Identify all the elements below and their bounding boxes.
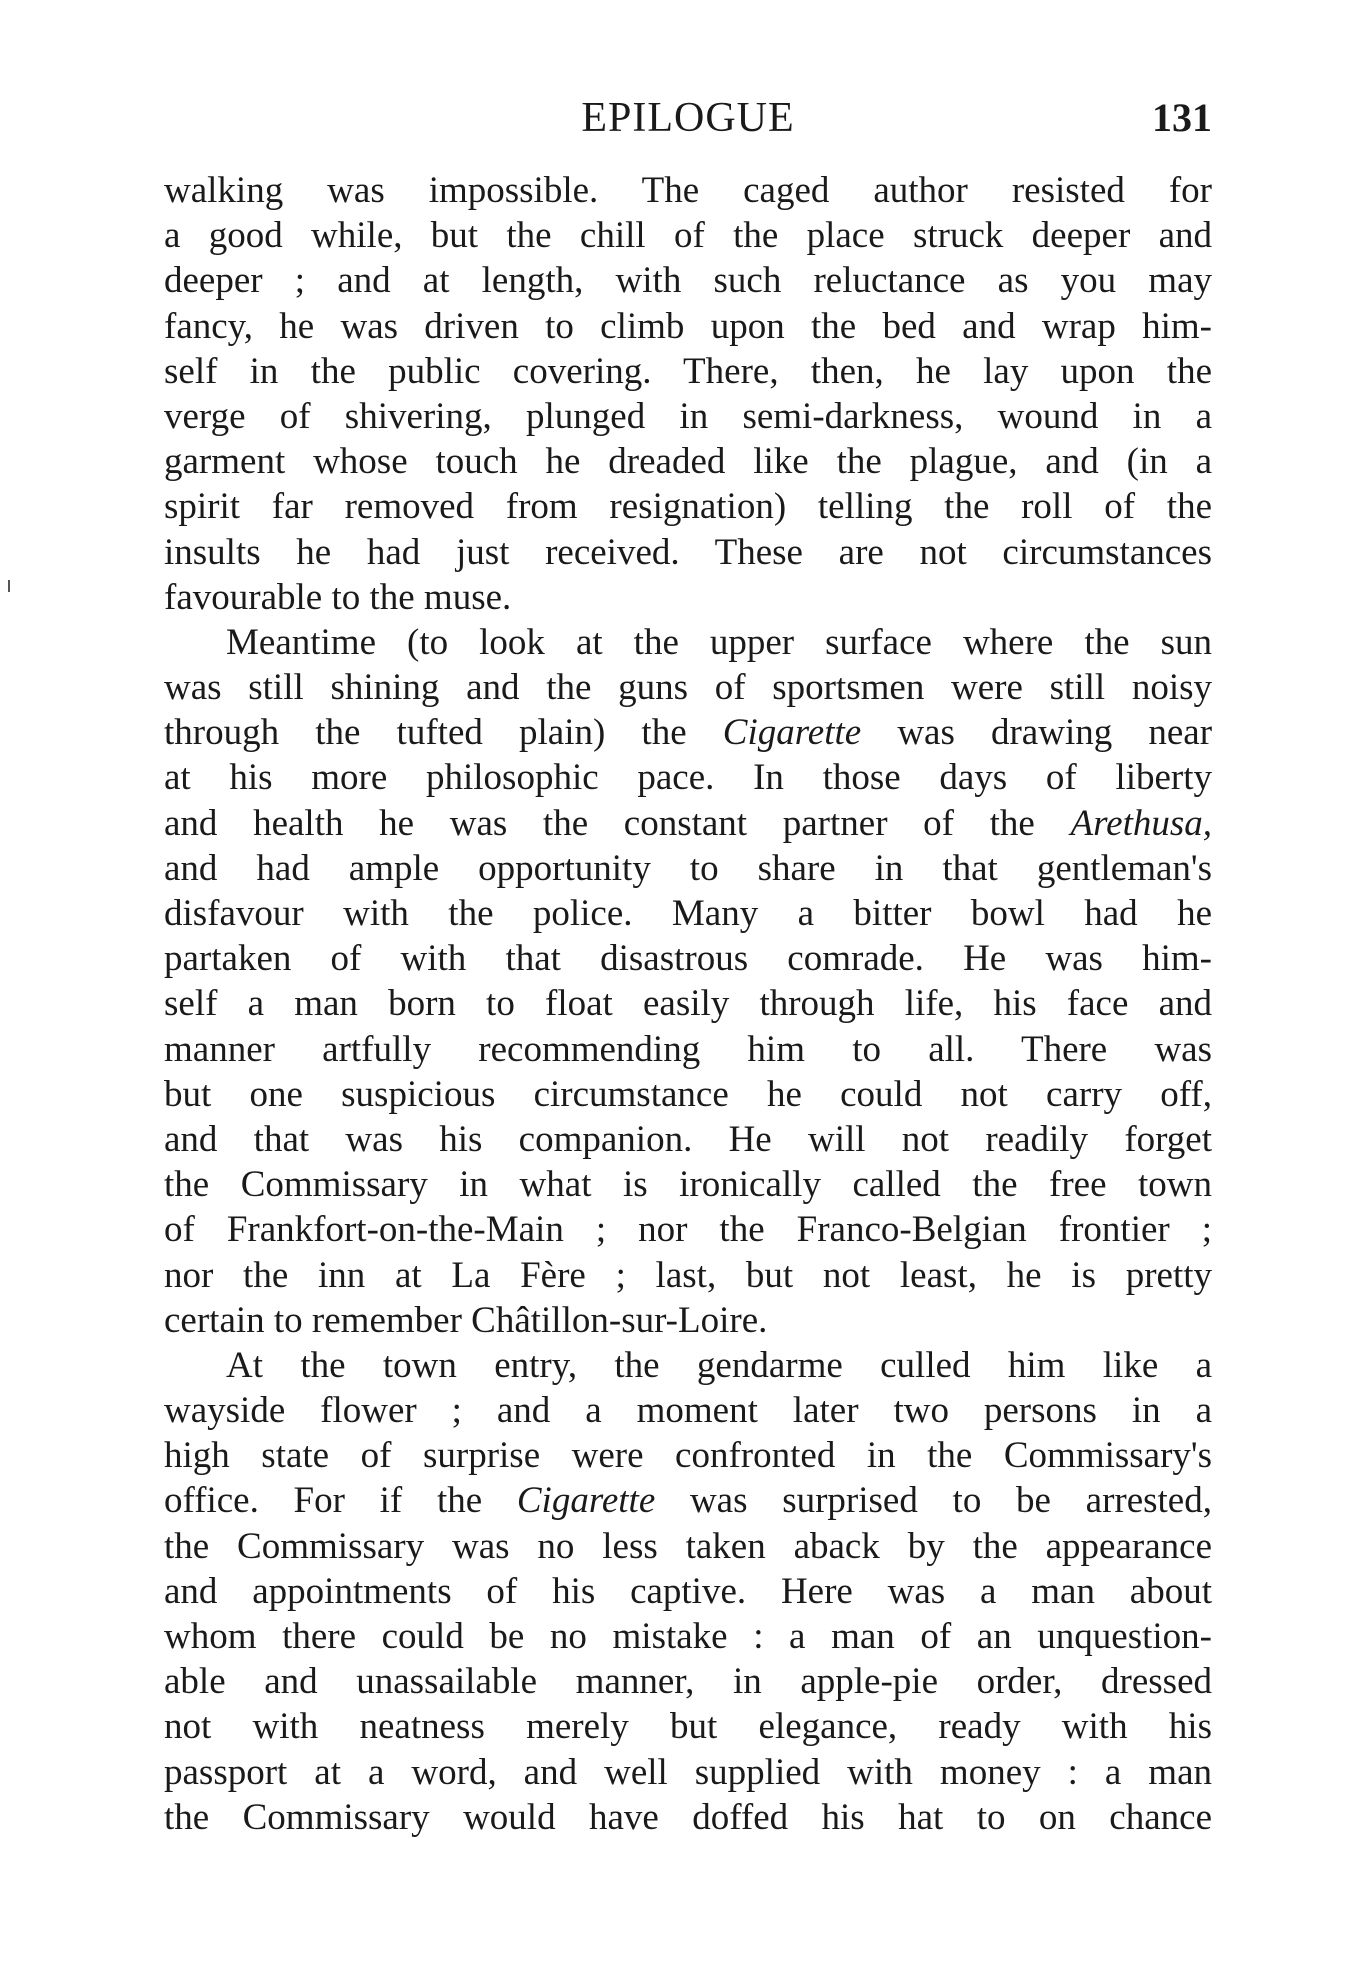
text-segment: was drawing near <box>897 712 1213 754</box>
text-line: a good while, but the chill of the place struck deeper and <box>164 215 1212 257</box>
text-line: the Commissary in what is ironically called the free town <box>164 1164 1212 1206</box>
chapter-title: EPILOGUE <box>581 95 795 141</box>
text-line: was still shining and the guns of sportsmen were still noisy <box>164 667 1212 709</box>
body-text <box>164 168 1212 1840</box>
text-line: and had ample opportunity to share in that gentleman's <box>164 847 1212 889</box>
text-line: not with neatness merely but elegance, ready with his <box>164 1706 1212 1748</box>
boat-name-cigarette: Cigarette <box>516 1480 656 1522</box>
text-line: self in the public covering. There, then, he lay upon the <box>164 350 1212 392</box>
text-line: and appointments of his captive. Here was a man about <box>164 1570 1212 1612</box>
text-line: spirit far removed from resignation) telling the roll of the <box>164 486 1212 528</box>
paragraph-1 <box>164 168 1212 620</box>
text-line: passport at a word, and well supplied with money : a man <box>164 1751 1212 1793</box>
text-line: certain to remember Châtillon-sur-Loire. <box>164 1299 768 1341</box>
paragraph-2 <box>164 620 1212 1343</box>
text-line: the Commissary would have doffed his hat to on chance <box>164 1796 1212 1838</box>
text-line <box>164 801 1212 846</box>
text-segment: and health he was the constant partner of the <box>164 802 1035 844</box>
paragraph-3 <box>164 1343 1212 1840</box>
text-line <box>164 710 1212 755</box>
text-line: and that was his companion. He will not readily forget <box>164 1118 1212 1160</box>
text-line: favourable to the muse. <box>164 576 512 618</box>
text-line: but one suspicious circumstance he could not carry off, <box>164 1073 1212 1115</box>
page-number: 131 <box>1152 95 1212 140</box>
boat-name-cigarette: Cigarette <box>722 712 862 754</box>
text-line: verge of shivering, plunged in semi-darkness, wound in a <box>164 395 1212 437</box>
text-line: self a man born to float easily through life, his face and <box>164 983 1212 1025</box>
text-line: partaken of with that disastrous comrade. He was him- <box>164 938 1212 980</box>
text-line: high state of surprise were confronted in the Commissary's <box>164 1435 1212 1477</box>
text-line: wayside flower ; and a moment later two persons in a <box>164 1390 1212 1432</box>
text-line: garment whose touch he dreaded like the plague, and (in a <box>164 441 1212 483</box>
text-line: of Frankfort-on-the-Main ; nor the Franco-Belgian frontier ; <box>164 1209 1212 1251</box>
running-head <box>164 92 1212 144</box>
text-line: fancy, he was driven to climb upon the bed and wrap him- <box>164 305 1212 347</box>
text-line: at his more philosophic pace. In those days of liberty <box>164 757 1212 799</box>
text-segment: through the tufted plain) the <box>164 712 687 754</box>
text-segment: was surprised to be arrested, <box>689 1480 1212 1522</box>
text-line: the Commissary was no less taken aback by the appearance <box>164 1525 1212 1567</box>
text-line: deeper ; and at length, with such reluctance as you may <box>164 260 1212 302</box>
text-line: insults he had just received. These are not circumstances <box>164 531 1212 573</box>
text-line: disfavour with the police. Many a bitter bowl had he <box>164 893 1212 934</box>
text-line: walking was impossible. The caged author resisted for <box>164 170 1212 211</box>
text-segment: office. For if the <box>164 1480 483 1522</box>
text-line: At the town entry, the gendarme culled him like a <box>226 1344 1212 1386</box>
text-line <box>164 1478 1212 1523</box>
text-line: able and unassailable manner, in apple-pie order, dressed <box>164 1661 1212 1703</box>
boat-name-arethusa: Arethusa, <box>1070 802 1213 844</box>
text-line: manner artfully recommending him to all. There was <box>164 1028 1212 1070</box>
text-line: whom there could be no mistake : a man of an unquestion- <box>164 1616 1212 1657</box>
margin-mark <box>8 580 10 592</box>
text-line: Meantime (to look at the upper surface where the sun <box>226 621 1212 663</box>
text-line: nor the inn at La Fère ; last, but not least, he is pretty <box>164 1254 1212 1296</box>
